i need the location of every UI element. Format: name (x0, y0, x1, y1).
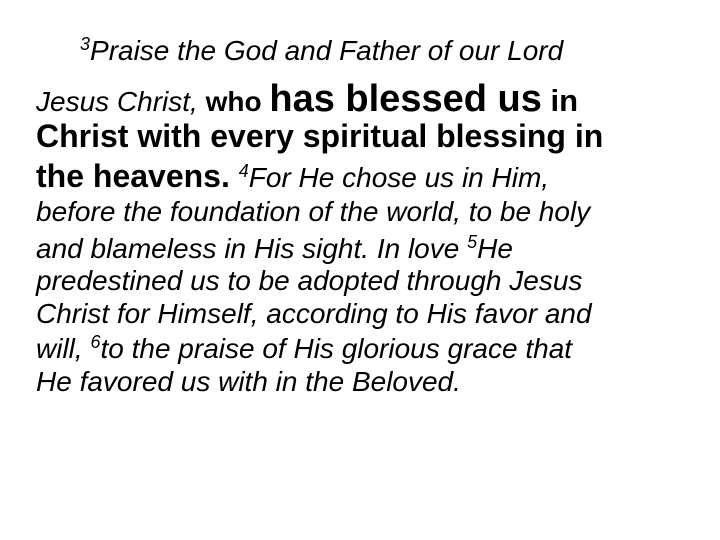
passage-line-3-text: Christ with every spiritual blessing in (36, 118, 604, 154)
passage-line-10-text: He favored us with in the Beloved. (36, 366, 461, 397)
passage-line-1-text: Praise the God and Father of our Lord (90, 35, 564, 66)
passage-line-9-part-a: will, (36, 333, 91, 364)
passage-line-5-text: before the foundation of the world, to be holy (36, 196, 591, 227)
passage-line-2-part-d: in (541, 83, 579, 118)
passage-line-9 (36, 332, 572, 365)
passage-line-4-part-b: For He chose us in Him, (248, 162, 550, 193)
passage-line-7 (36, 265, 582, 297)
passage-line-3 (36, 118, 603, 155)
passage-line-6 (36, 232, 513, 265)
passage-line-2 (36, 78, 578, 121)
verse-number-6: 6 (90, 332, 101, 352)
passage-line-8 (36, 298, 592, 330)
passage-line-5 (36, 196, 590, 228)
verse-number-4: 4 (238, 161, 249, 181)
passage-line-2-emphasis: has blessed us (269, 78, 542, 120)
passage-line-4 (36, 158, 549, 195)
passage-line-6-part-b: He (477, 233, 513, 264)
passage-line-2-part-a: Jesus Christ, (36, 86, 198, 117)
verse-number-3: 3 (80, 34, 91, 54)
passage-line-10 (36, 366, 461, 398)
verse-number-5: 5 (467, 232, 478, 252)
passage-line-7-text: predestined us to be adopted through Jesus (36, 265, 583, 296)
passage-line-2-part-b: who (197, 86, 270, 117)
passage-line-8-text: Christ for Himself, according to His favor and (36, 298, 592, 329)
passage-line-1 (80, 34, 563, 67)
passage-line-9-part-b: to the praise of His glorious grace that (100, 333, 573, 364)
passage-line-6-part-a: and blameless in His sight. In love (36, 233, 468, 264)
passage-line-4-part-a: the heavens. (36, 158, 239, 194)
